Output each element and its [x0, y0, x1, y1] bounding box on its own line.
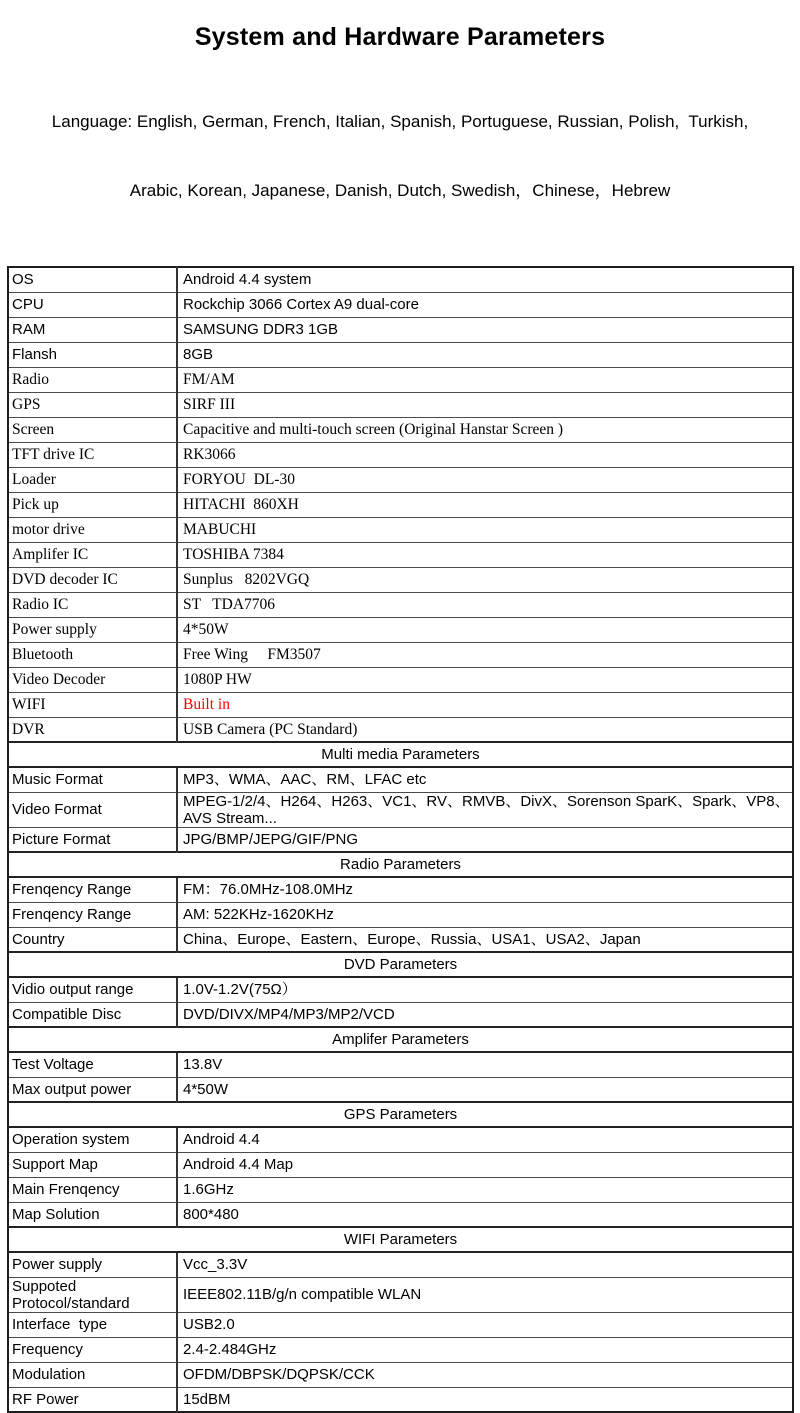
- spec-label: WIFI: [8, 692, 177, 717]
- section-title: Amplifer Parameters: [8, 1027, 793, 1052]
- spec-value: FM：76.0MHz-108.0MHz: [177, 877, 793, 902]
- spec-label: Test Voltage: [8, 1052, 177, 1077]
- table-row: [8, 902, 793, 927]
- table-row: [8, 1052, 793, 1077]
- spec-value: AM: 522KHz-1620KHz: [177, 902, 793, 927]
- section-row: [8, 1027, 793, 1052]
- table-row: [8, 442, 793, 467]
- spec-value: 1080P HW: [177, 667, 793, 692]
- table-row: [8, 927, 793, 952]
- section-title: GPS Parameters: [8, 1102, 793, 1127]
- table-row: [8, 827, 793, 852]
- section-title: Multi media Parameters: [8, 742, 793, 767]
- spec-value: DVD/DIVX/MP4/MP3/MP2/VCD: [177, 1002, 793, 1027]
- spec-label: Video Format: [8, 792, 177, 827]
- section-title: DVD Parameters: [8, 952, 793, 977]
- table-row: [8, 592, 793, 617]
- table-row: [8, 267, 793, 292]
- section-row: [8, 1227, 793, 1252]
- spec-label: Vidio output range: [8, 977, 177, 1002]
- spec-value: RK3066: [177, 442, 793, 467]
- spec-value: Vcc_3.3V: [177, 1252, 793, 1277]
- spec-value: 1.0V-1.2V(75Ω）: [177, 977, 793, 1002]
- spec-value: MPEG-1/2/4、H264、H263、VC1、RV、RMVB、DivX、Sorenson SparK、Spark、VP8、AVS Stream...: [177, 792, 793, 827]
- spec-table: [7, 266, 794, 1413]
- spec-value: IEEE802.11B/g/n compatible WLAN: [177, 1277, 793, 1312]
- table-row: [8, 367, 793, 392]
- spec-label: Loader: [8, 467, 177, 492]
- spec-label: Video Decoder: [8, 667, 177, 692]
- spec-value: USB2.0: [177, 1312, 793, 1337]
- spec-label: Bluetooth: [8, 642, 177, 667]
- spec-value: ST TDA7706: [177, 592, 793, 617]
- spec-label: Power supply: [8, 1252, 177, 1277]
- spec-label: Main Frenqency: [8, 1177, 177, 1202]
- spec-label: Picture Format: [8, 827, 177, 852]
- spec-label: Pick up: [8, 492, 177, 517]
- spec-value: Android 4.4 Map: [177, 1152, 793, 1177]
- spec-label: Operation system: [8, 1127, 177, 1152]
- spec-label: GPS: [8, 392, 177, 417]
- spec-value: FM/AM: [177, 367, 793, 392]
- spec-label: Frenqency Range: [8, 902, 177, 927]
- spec-value: HITACHI 860XH: [177, 492, 793, 517]
- spec-value: Android 4.4 system: [177, 267, 793, 292]
- spec-label: Radio: [8, 367, 177, 392]
- spec-table-body: [8, 267, 793, 1412]
- table-row: [8, 642, 793, 667]
- spec-value: SIRF III: [177, 392, 793, 417]
- spec-label: Max output power: [8, 1077, 177, 1102]
- spec-label: Frequency: [8, 1337, 177, 1362]
- spec-label: Support Map: [8, 1152, 177, 1177]
- spec-value: Rockchip 3066 Cortex A9 dual-core: [177, 292, 793, 317]
- table-row: [8, 1077, 793, 1102]
- spec-value: JPG/BMP/JEPG/GIF/PNG: [177, 827, 793, 852]
- spec-label: Music Format: [8, 767, 177, 792]
- section-row: [8, 852, 793, 877]
- spec-value: Sunplus 8202VGQ: [177, 567, 793, 592]
- section-title: WIFI Parameters: [8, 1227, 793, 1252]
- spec-value: TOSHIBA 7384: [177, 542, 793, 567]
- spec-label: Map Solution: [8, 1202, 177, 1227]
- page-header: [0, 0, 800, 248]
- spec-label: DVD decoder IC: [8, 567, 177, 592]
- spec-value: SAMSUNG DDR3 1GB: [177, 317, 793, 342]
- spec-value: USB Camera (PC Standard): [177, 717, 793, 742]
- section-row: [8, 742, 793, 767]
- spec-value: 8GB: [177, 342, 793, 367]
- spec-label: Power supply: [8, 617, 177, 642]
- spec-value: Built in: [177, 692, 793, 717]
- table-row: [8, 1202, 793, 1227]
- spec-value: 1.6GHz: [177, 1177, 793, 1202]
- spec-label: Country: [8, 927, 177, 952]
- table-row: [8, 317, 793, 342]
- table-row: [8, 792, 793, 827]
- table-row: [8, 467, 793, 492]
- spec-value: 4*50W: [177, 1077, 793, 1102]
- table-row: [8, 767, 793, 792]
- table-row: [8, 877, 793, 902]
- spec-label: RF Power: [8, 1387, 177, 1412]
- spec-value: 800*480: [177, 1202, 793, 1227]
- spec-label: DVR: [8, 717, 177, 742]
- spec-label: OS: [8, 267, 177, 292]
- spec-value: 4*50W: [177, 617, 793, 642]
- spec-label: Interface type: [8, 1312, 177, 1337]
- spec-label: CPU: [8, 292, 177, 317]
- spec-label: TFT drive IC: [8, 442, 177, 467]
- spec-value: FORYOU DL-30: [177, 467, 793, 492]
- spec-value: MABUCHI: [177, 517, 793, 542]
- spec-label: Frenqency Range: [8, 877, 177, 902]
- table-row: [8, 492, 793, 517]
- spec-label: Modulation: [8, 1362, 177, 1387]
- spec-label: Amplifer IC: [8, 542, 177, 567]
- spec-value: 15dBM: [177, 1387, 793, 1412]
- section-row: [8, 1102, 793, 1127]
- table-row: [8, 342, 793, 367]
- table-row: [8, 417, 793, 442]
- spec-label: Compatible Disc: [8, 1002, 177, 1027]
- table-row: [8, 392, 793, 417]
- table-row: [8, 717, 793, 742]
- spec-value: Capacitive and multi-touch screen (Original Hanstar Screen ): [177, 417, 793, 442]
- table-row: [8, 1312, 793, 1337]
- table-row: [8, 1127, 793, 1152]
- table-row: [8, 292, 793, 317]
- section-row: [8, 952, 793, 977]
- spec-value: 13.8V: [177, 1052, 793, 1077]
- language-line-1: Language: English, German, French, Italian, Spanish, Portuguese, Russian, Polish, Turkish,: [51, 112, 749, 131]
- spec-label: motor drive: [8, 517, 177, 542]
- table-row: [8, 517, 793, 542]
- spec-label: Flansh: [8, 342, 177, 367]
- spec-label: RAM: [8, 317, 177, 342]
- language-line-2: Arabic, Korean, Japanese, Danish, Dutch, Swedish，Chinese，Hebrew: [129, 181, 671, 200]
- spec-label: Screen: [8, 417, 177, 442]
- spec-label: Suppoted Protocol/standard: [8, 1277, 177, 1312]
- table-row: [8, 1362, 793, 1387]
- spec-value: OFDM/DBPSK/DQPSK/CCK: [177, 1362, 793, 1387]
- spec-value: MP3、WMA、AAC、RM、LFAC etc: [177, 767, 793, 792]
- table-row: [8, 617, 793, 642]
- table-row: [8, 977, 793, 1002]
- spec-value: 2.4-2.484GHz: [177, 1337, 793, 1362]
- table-row: [8, 1177, 793, 1202]
- page-title: System and Hardware Parameters: [194, 23, 606, 51]
- table-row: [8, 692, 793, 717]
- spec-value: Free Wing FM3507: [177, 642, 793, 667]
- table-row: [8, 1002, 793, 1027]
- table-row: [8, 1252, 793, 1277]
- table-row: [8, 1152, 793, 1177]
- table-row: [8, 667, 793, 692]
- table-row: [8, 542, 793, 567]
- table-row: [8, 1387, 793, 1412]
- spec-label: Radio IC: [8, 592, 177, 617]
- table-row: [8, 1277, 793, 1312]
- table-row: [8, 1337, 793, 1362]
- table-row: [8, 567, 793, 592]
- section-title: Radio Parameters: [8, 852, 793, 877]
- language-list: [0, 64, 800, 248]
- spec-value: Android 4.4: [177, 1127, 793, 1152]
- spec-value: China、Europe、Eastern、Europe、Russia、USA1、USA2、Japan: [177, 927, 793, 952]
